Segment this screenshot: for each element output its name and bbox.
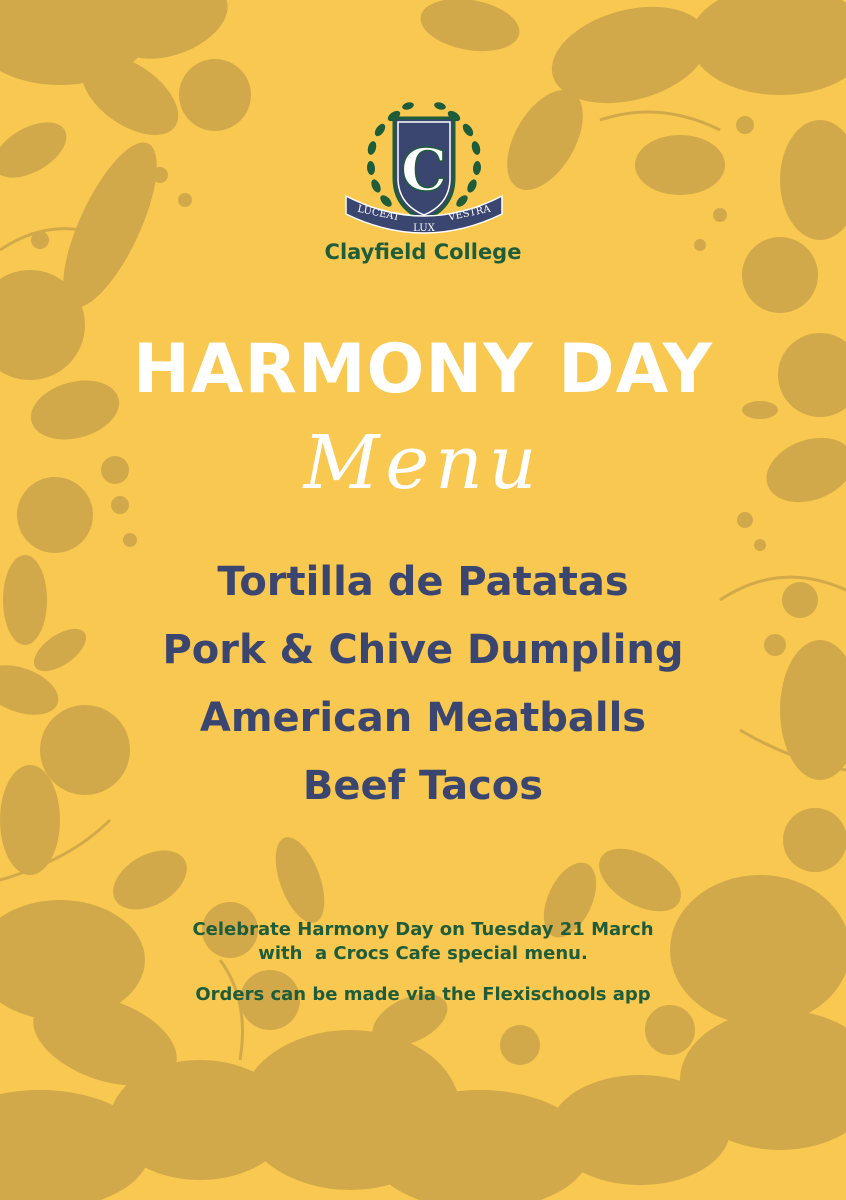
menu-item: Tortilla de Patatas [217, 559, 629, 605]
menu-item-list [0, 548, 846, 820]
ordering-info: Orders can be made via the Flexischools app [195, 984, 651, 1005]
crest-motto-left: LUCEAT [356, 203, 401, 224]
menu-subtitle: Menu [303, 420, 543, 506]
college-crest-logo [342, 86, 506, 246]
menu-item: Pork & Chive Dumpling [162, 627, 684, 673]
event-date-line: Celebrate Harmony Day on Tuesday 21 March [192, 919, 654, 940]
menu-item: Beef Tacos [302, 763, 544, 809]
event-special-line: with a Crocs Cafe special menu. [258, 943, 588, 964]
crest-motto-right: VESTRA [447, 203, 492, 224]
menu-item: American Meatballs [199, 695, 647, 741]
college-name: Clayfield College [324, 240, 522, 264]
crest-motto-center: LUX [413, 223, 435, 234]
event-details [0, 918, 846, 966]
headline: HARMONY DAY [132, 330, 713, 409]
crest-letter: C [400, 136, 448, 204]
